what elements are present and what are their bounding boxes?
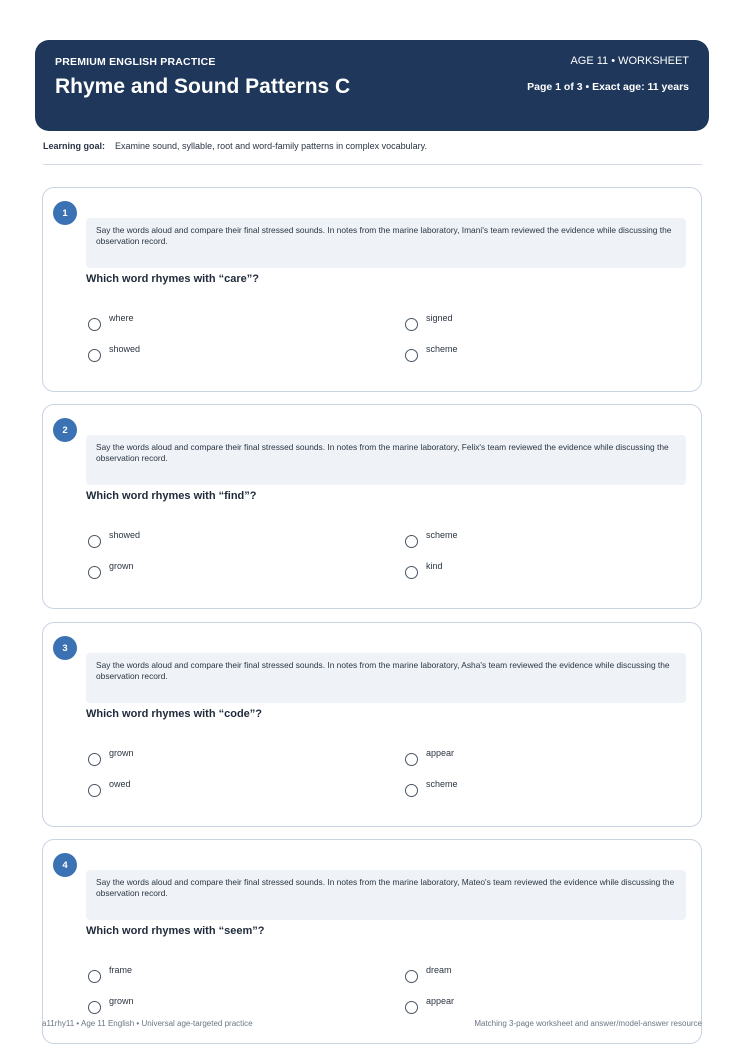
option-label: grown <box>109 996 134 1006</box>
radio-button[interactable] <box>88 784 101 797</box>
radio-button[interactable] <box>88 349 101 362</box>
question-prompt: Which word rhymes with “care”? <box>86 273 259 285</box>
radio-button[interactable] <box>405 349 418 362</box>
radio-button[interactable] <box>405 753 418 766</box>
radio-button[interactable] <box>88 566 101 579</box>
radio-button[interactable] <box>88 1001 101 1014</box>
question-prompt: Which word rhymes with “find”? <box>86 490 257 502</box>
question-passage: Say the words aloud and compare their final stressed sounds. In notes from the marine laboratory, Mateo's team reviewed the evidence while discussing the observation record. <box>86 870 686 920</box>
radio-button[interactable] <box>88 318 101 331</box>
question-number-badge: 1 <box>53 201 77 225</box>
age-tag: AGE 11 • WORKSHEET <box>570 55 689 67</box>
radio-button[interactable] <box>405 1001 418 1014</box>
option-label: scheme <box>426 779 458 789</box>
option-label: appear <box>426 748 455 758</box>
question-prompt: Which word rhymes with “code”? <box>86 708 263 720</box>
worksheet-title: Rhyme and Sound Patterns C <box>55 75 351 98</box>
question-number-badge: 3 <box>53 636 77 660</box>
radio-button[interactable] <box>88 753 101 766</box>
option-label: where <box>109 313 134 323</box>
option-label: appear <box>426 996 455 1006</box>
radio-button[interactable] <box>405 970 418 983</box>
footer-note: Matching 3-page worksheet and answer/model-answer resource <box>474 1019 702 1028</box>
learning-goal <box>43 141 427 151</box>
option-label: showed <box>109 344 141 354</box>
question-card-4 <box>42 839 702 1044</box>
question-prompt: Which word rhymes with “seem”? <box>86 925 265 937</box>
option-label: grown <box>109 561 134 571</box>
question-number-badge: 2 <box>53 418 77 442</box>
footer-code: a11rhy11 • Age 11 English • Universal age-targeted practice <box>42 1019 253 1028</box>
option-label: frame <box>109 965 133 975</box>
option-label: grown <box>109 748 134 758</box>
option-label: owed <box>109 779 131 789</box>
question-card-2 <box>42 404 702 609</box>
radio-button[interactable] <box>405 566 418 579</box>
question-passage: Say the words aloud and compare their final stressed sounds. In notes from the marine laboratory, Asha's team reviewed the evidence while discussing the observation record. <box>86 653 686 703</box>
option-label: scheme <box>426 530 458 540</box>
option-label: signed <box>426 313 453 323</box>
option-label: dream <box>426 965 452 975</box>
radio-button[interactable] <box>405 784 418 797</box>
question-passage: Say the words aloud and compare their final stressed sounds. In notes from the marine laboratory, Imani's team reviewed the evidence while discussing the observation record. <box>86 218 686 268</box>
question-passage: Say the words aloud and compare their final stressed sounds. In notes from the marine laboratory, Felix's team reviewed the evidence while discussing the observation record. <box>86 435 686 485</box>
radio-button[interactable] <box>405 535 418 548</box>
question-number-badge: 4 <box>53 853 77 877</box>
series-label: PREMIUM ENGLISH PRACTICE <box>55 56 216 68</box>
worksheet-header <box>35 40 709 131</box>
learning-goal-label: Learning goal: <box>43 141 106 151</box>
divider <box>43 164 702 165</box>
option-label: kind <box>426 561 443 571</box>
radio-button[interactable] <box>405 318 418 331</box>
option-label: scheme <box>426 344 458 354</box>
page-info: Page 1 of 3 • Exact age: 11 years <box>527 81 689 93</box>
radio-button[interactable] <box>88 535 101 548</box>
learning-goal-text: Examine sound, syllable, root and word-family patterns in complex vocabulary. <box>115 141 427 151</box>
question-card-3 <box>42 622 702 827</box>
option-label: showed <box>109 530 141 540</box>
question-card-1 <box>42 187 702 392</box>
radio-button[interactable] <box>88 970 101 983</box>
